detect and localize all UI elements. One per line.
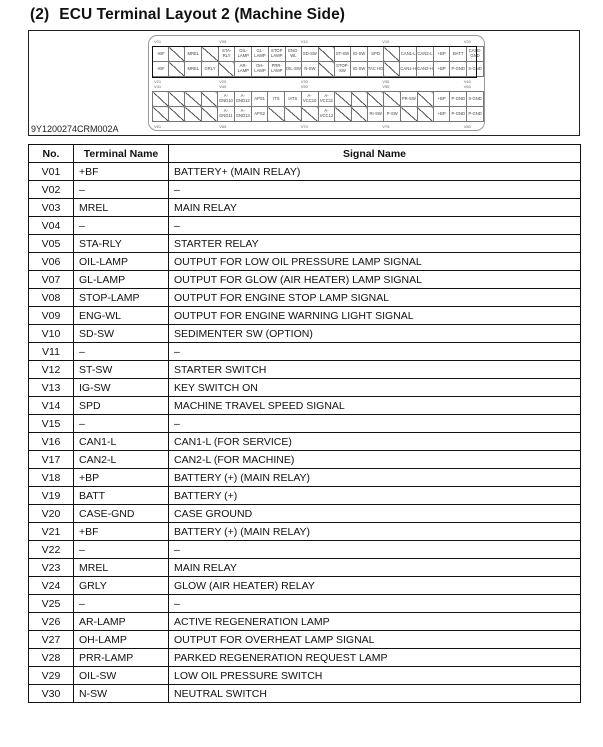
connector-pin: +BP bbox=[433, 92, 450, 107]
connector-pin: OIL-LAMP bbox=[235, 47, 252, 62]
connector-pin: A-VCC10 bbox=[301, 92, 318, 107]
terminal-name: +BF bbox=[74, 163, 169, 181]
terminal-no: V22 bbox=[29, 541, 74, 559]
connector-pin-unused bbox=[218, 62, 235, 77]
table-row bbox=[29, 523, 581, 541]
terminal-name: N-SW bbox=[74, 685, 169, 703]
table-row bbox=[29, 361, 581, 379]
pin-index-label: V60 bbox=[463, 84, 471, 89]
terminal-name: STOP-LAMP bbox=[74, 289, 169, 307]
terminal-name: OIL-SW bbox=[74, 667, 169, 685]
terminal-no: V30 bbox=[29, 685, 74, 703]
terminal-name: ENG-WL bbox=[74, 307, 169, 325]
connector-pin-unused bbox=[318, 47, 334, 62]
pin-index-label: V61 bbox=[154, 124, 162, 129]
signal-name: BATTERY (+) (MAIN RELAY) bbox=[169, 469, 581, 487]
connector-pin-unused bbox=[268, 107, 285, 122]
pin-index-label: V41 bbox=[154, 84, 162, 89]
connector-pin: BATT bbox=[450, 47, 467, 62]
terminal-name: CAN1-L bbox=[74, 433, 169, 451]
table-row bbox=[29, 595, 581, 613]
table-row bbox=[29, 289, 581, 307]
connector-pin: PR-SW bbox=[401, 92, 418, 107]
terminal-no: V20 bbox=[29, 505, 74, 523]
table-row bbox=[29, 325, 581, 343]
connector-pin: PRR-LAMP bbox=[268, 62, 285, 77]
signal-name: STARTER RELAY bbox=[169, 235, 581, 253]
table-row bbox=[29, 487, 581, 505]
terminal-no: V28 bbox=[29, 649, 74, 667]
section-title bbox=[30, 6, 345, 24]
terminal-name: CASE-GND bbox=[74, 505, 169, 523]
signal-name: – bbox=[169, 595, 581, 613]
connector-pin: MREL bbox=[185, 47, 202, 62]
terminal-no: V29 bbox=[29, 667, 74, 685]
terminal-name: OH-LAMP bbox=[74, 631, 169, 649]
pin-index-label: V75 bbox=[382, 124, 390, 129]
signal-name: CAN2-L (FOR MACHINE) bbox=[169, 451, 581, 469]
table-row bbox=[29, 451, 581, 469]
connector-pin-unused bbox=[301, 107, 318, 122]
connector-pin-unused bbox=[401, 107, 418, 122]
connector-pin-unused bbox=[153, 107, 169, 122]
table-row bbox=[29, 379, 581, 397]
terminal-name: +BP bbox=[74, 469, 169, 487]
connector-pin: CAN1-L bbox=[400, 47, 417, 62]
connector-pin: SPD bbox=[367, 47, 384, 62]
table-row bbox=[29, 577, 581, 595]
connector-pin: ENG-WL bbox=[285, 47, 302, 62]
connector-pin-unused bbox=[384, 62, 400, 77]
terminal-no: V21 bbox=[29, 523, 74, 541]
terminal-name: OIL-LAMP bbox=[74, 253, 169, 271]
terminal-name: ST-SW bbox=[74, 361, 169, 379]
table-row bbox=[29, 649, 581, 667]
connector-pin: P-GND bbox=[450, 92, 467, 107]
table-row bbox=[29, 505, 581, 523]
connector-pin: STOP-SW bbox=[334, 62, 351, 77]
header-signal-name: Signal Name bbox=[169, 145, 581, 163]
connector-pin-unused bbox=[169, 62, 185, 77]
terminal-name: MREL bbox=[74, 199, 169, 217]
pin-index-label: V50 bbox=[300, 84, 308, 89]
terminal-name: SD-SW bbox=[74, 325, 169, 343]
table-row bbox=[29, 667, 581, 685]
signal-name: – bbox=[169, 541, 581, 559]
signal-name: MAIN RELAY bbox=[169, 559, 581, 577]
signal-name: OUTPUT FOR ENGINE STOP LAMP SIGNAL bbox=[169, 289, 581, 307]
signal-name: OUTPUT FOR LOW OIL PRESSURE LAMP SIGNAL bbox=[169, 253, 581, 271]
table-row bbox=[29, 235, 581, 253]
table-header-row bbox=[29, 145, 581, 163]
connector-pin: ST-SW bbox=[334, 47, 351, 62]
connector-pin: +BP bbox=[433, 62, 450, 77]
terminal-table bbox=[28, 144, 581, 703]
connector-pin: IG-SW bbox=[351, 62, 367, 77]
terminal-no: V18 bbox=[29, 469, 74, 487]
figure-code: 9Y1200274CRM002A bbox=[31, 124, 119, 134]
connector-pin-unused bbox=[169, 107, 185, 122]
table-row bbox=[29, 469, 581, 487]
connector-pin: APS2 bbox=[251, 107, 268, 122]
connector-pin: P-SW bbox=[384, 107, 401, 122]
connector-pin: +BF bbox=[153, 47, 169, 62]
connector-row bbox=[153, 107, 484, 122]
connector-pin: P-GND bbox=[450, 62, 467, 77]
pin-index-label: V21 bbox=[154, 79, 162, 84]
section-number: (2) bbox=[30, 6, 50, 23]
connector-pin-unused bbox=[169, 47, 185, 62]
signal-name: – bbox=[169, 181, 581, 199]
signal-name: BATTERY (+) bbox=[169, 487, 581, 505]
terminal-no: V08 bbox=[29, 289, 74, 307]
terminal-no: V15 bbox=[29, 415, 74, 433]
connector-pin: IG-SW bbox=[351, 47, 367, 62]
connector-pin: CAN2-H bbox=[417, 62, 434, 77]
table-row bbox=[29, 433, 581, 451]
signal-name: OUTPUT FOR OVERHEAT LAMP SIGNAL bbox=[169, 631, 581, 649]
terminal-name: SPD bbox=[74, 397, 169, 415]
connector-pin: OIL-SW bbox=[285, 62, 302, 77]
terminal-name: – bbox=[74, 343, 169, 361]
connector-block-lower bbox=[152, 91, 484, 122]
connector-pin: S-GND bbox=[467, 62, 484, 77]
connector-pin: CAN2-L bbox=[417, 47, 434, 62]
signal-name: – bbox=[169, 217, 581, 235]
terminal-no: V09 bbox=[29, 307, 74, 325]
table-row bbox=[29, 397, 581, 415]
signal-name: OUTPUT FOR GLOW (AIR HEATER) LAMP SIGNAL bbox=[169, 271, 581, 289]
terminal-name: AR-LAMP bbox=[74, 613, 169, 631]
terminal-name: GRLY bbox=[74, 577, 169, 595]
connector-pin: P-GND bbox=[467, 107, 484, 122]
connector-pin-unused bbox=[153, 92, 169, 107]
signal-name: MAIN RELAY bbox=[169, 199, 581, 217]
connector-pin-unused bbox=[185, 107, 201, 122]
signal-name: GLOW (AIR HEATER) RELAY bbox=[169, 577, 581, 595]
signal-name: LOW OIL PRESSURE SWITCH bbox=[169, 667, 581, 685]
pin-index-label: V01 bbox=[154, 39, 162, 44]
table-row bbox=[29, 541, 581, 559]
table-row bbox=[29, 415, 581, 433]
connector-pin: P-GND bbox=[450, 107, 467, 122]
terminal-no: V27 bbox=[29, 631, 74, 649]
section-title-text: ECU Terminal Layout 2 (Machine Side) bbox=[59, 6, 346, 23]
connector-pin-unused bbox=[384, 47, 400, 62]
signal-name: CASE GROUND bbox=[169, 505, 581, 523]
connector-pin: MREL bbox=[185, 62, 202, 77]
connector-pin-unused bbox=[285, 107, 302, 122]
connector-row bbox=[153, 62, 484, 77]
terminal-name: BATT bbox=[74, 487, 169, 505]
pin-index-label: V05 bbox=[219, 39, 227, 44]
signal-name: PARKED REGENERATION REQUEST LAMP bbox=[169, 649, 581, 667]
table-row bbox=[29, 163, 581, 181]
connector-figure bbox=[28, 30, 580, 136]
connector-pin: +BP bbox=[433, 47, 450, 62]
connector-pin-unused bbox=[335, 107, 351, 122]
signal-name: OUTPUT FOR ENGINE WARNING LIGHT SIGNAL bbox=[169, 307, 581, 325]
connector-pin: RI-SW bbox=[367, 107, 384, 122]
terminal-no: V25 bbox=[29, 595, 74, 613]
terminal-name: CAN2-L bbox=[74, 451, 169, 469]
connector-pin: IATS bbox=[285, 92, 302, 107]
pin-index-label: V70 bbox=[300, 124, 308, 129]
terminal-no: V01 bbox=[29, 163, 74, 181]
terminal-name: – bbox=[74, 541, 169, 559]
table-row bbox=[29, 253, 581, 271]
terminal-no: V10 bbox=[29, 325, 74, 343]
terminal-no: V05 bbox=[29, 235, 74, 253]
connector-pin: STOP LAMP bbox=[268, 47, 285, 62]
pin-index-label: V80 bbox=[463, 124, 471, 129]
terminal-no: V06 bbox=[29, 253, 74, 271]
connector-pin: ITS bbox=[268, 92, 285, 107]
connector-pin: OH-LAMP bbox=[252, 62, 269, 77]
terminal-name: STA-RLY bbox=[74, 235, 169, 253]
connector-pin-unused bbox=[351, 92, 367, 107]
table-row bbox=[29, 343, 581, 361]
connector-pin: A-GND13 bbox=[234, 107, 251, 122]
connector-pin-unused bbox=[202, 47, 219, 62]
terminal-no: V14 bbox=[29, 397, 74, 415]
connector-pin: SD-SW bbox=[302, 47, 318, 62]
signal-name: – bbox=[169, 343, 581, 361]
pin-index-label: V10 bbox=[300, 39, 308, 44]
signal-name: KEY SWITCH ON bbox=[169, 379, 581, 397]
terminal-no: V19 bbox=[29, 487, 74, 505]
connector-pin: CAN1-H bbox=[400, 62, 417, 77]
table-row bbox=[29, 217, 581, 235]
connector-pin-unused bbox=[351, 107, 367, 122]
connector-row bbox=[153, 47, 484, 62]
terminal-no: V13 bbox=[29, 379, 74, 397]
connector-pin-unused bbox=[384, 92, 401, 107]
terminal-no: V26 bbox=[29, 613, 74, 631]
terminal-name: IG-SW bbox=[74, 379, 169, 397]
table-row bbox=[29, 181, 581, 199]
header-no: No. bbox=[29, 145, 74, 163]
header-terminal-name: Terminal Name bbox=[74, 145, 169, 163]
connector-pin-unused bbox=[169, 92, 185, 107]
terminal-name: PRR-LAMP bbox=[74, 649, 169, 667]
signal-name: CAN1-L (FOR SERVICE) bbox=[169, 433, 581, 451]
terminal-name: GL-LAMP bbox=[74, 271, 169, 289]
table-row bbox=[29, 307, 581, 325]
table-row bbox=[29, 271, 581, 289]
connector-pin: A-GND10 bbox=[217, 92, 234, 107]
terminal-no: V02 bbox=[29, 181, 74, 199]
terminal-no: V16 bbox=[29, 433, 74, 451]
connector-pin: A-GND11 bbox=[217, 107, 234, 122]
terminal-no: V12 bbox=[29, 361, 74, 379]
terminal-name: – bbox=[74, 181, 169, 199]
connector-pin-unused bbox=[201, 107, 217, 122]
signal-name: – bbox=[169, 415, 581, 433]
ecu-connector-diagram bbox=[148, 35, 485, 131]
signal-name: NEUTRAL SWITCH bbox=[169, 685, 581, 703]
connector-block-upper bbox=[152, 46, 484, 77]
pin-index-label: V55 bbox=[382, 84, 390, 89]
terminal-no: V23 bbox=[29, 559, 74, 577]
connector-pin-unused bbox=[185, 92, 201, 107]
signal-name: BATTERY+ (MAIN RELAY) bbox=[169, 163, 581, 181]
connector-pin: +BF bbox=[153, 62, 169, 77]
pin-index-label: V45 bbox=[219, 84, 227, 89]
connector-pin: GL-LAMP bbox=[252, 47, 269, 62]
terminal-no: V24 bbox=[29, 577, 74, 595]
signal-name: ACTIVE REGENERATION LAMP bbox=[169, 613, 581, 631]
connector-pin: APS1 bbox=[251, 92, 268, 107]
table-row bbox=[29, 199, 581, 217]
connector-pin: S-GND bbox=[467, 92, 484, 107]
terminal-name: MREL bbox=[74, 559, 169, 577]
connector-pin-unused bbox=[417, 107, 433, 122]
connector-row bbox=[153, 92, 484, 107]
connector-pin: A-VCC11 bbox=[318, 92, 335, 107]
connector-pin: A-VCC12 bbox=[318, 107, 335, 122]
terminal-name: +BF bbox=[74, 523, 169, 541]
table-row bbox=[29, 559, 581, 577]
signal-name: BATTERY (+) (MAIN RELAY) bbox=[169, 523, 581, 541]
connector-pin-unused bbox=[318, 62, 334, 77]
pin-index-label: V20 bbox=[463, 39, 471, 44]
connector-pin-unused bbox=[335, 92, 351, 107]
connector-pin: TAC HO bbox=[367, 62, 384, 77]
pin-index-label: V15 bbox=[382, 39, 390, 44]
connector-pin-unused bbox=[201, 92, 217, 107]
pin-index-label: V35 bbox=[382, 79, 390, 84]
table-row bbox=[29, 631, 581, 649]
connector-pin: CASE-GND bbox=[467, 47, 484, 62]
connector-pin: N-SW bbox=[302, 62, 318, 77]
terminal-no: V03 bbox=[29, 199, 74, 217]
pin-index-label: V65 bbox=[219, 124, 227, 129]
terminal-no: V04 bbox=[29, 217, 74, 235]
connector-pin: AR-LAMP bbox=[235, 62, 252, 77]
signal-name: SEDIMENTER SW (OPTION) bbox=[169, 325, 581, 343]
connector-pin: +BP bbox=[433, 107, 450, 122]
terminal-no: V07 bbox=[29, 271, 74, 289]
connector-pin: STA-RLY bbox=[218, 47, 235, 62]
table-row bbox=[29, 685, 581, 703]
terminal-name: – bbox=[74, 595, 169, 613]
terminal-no: V17 bbox=[29, 451, 74, 469]
connector-pin-unused bbox=[367, 92, 384, 107]
signal-name: MACHINE TRAVEL SPEED SIGNAL bbox=[169, 397, 581, 415]
terminal-name: – bbox=[74, 415, 169, 433]
signal-name: STARTER SWITCH bbox=[169, 361, 581, 379]
connector-pin-unused bbox=[417, 92, 433, 107]
connector-pin: A-GND12 bbox=[234, 92, 251, 107]
terminal-name: – bbox=[74, 217, 169, 235]
pin-index-label: V25 bbox=[219, 79, 227, 84]
connector-pin: GRLY bbox=[202, 62, 219, 77]
pin-index-label: V30 bbox=[300, 79, 308, 84]
table-row bbox=[29, 613, 581, 631]
pin-index-label: V40 bbox=[463, 79, 471, 84]
terminal-no: V11 bbox=[29, 343, 74, 361]
